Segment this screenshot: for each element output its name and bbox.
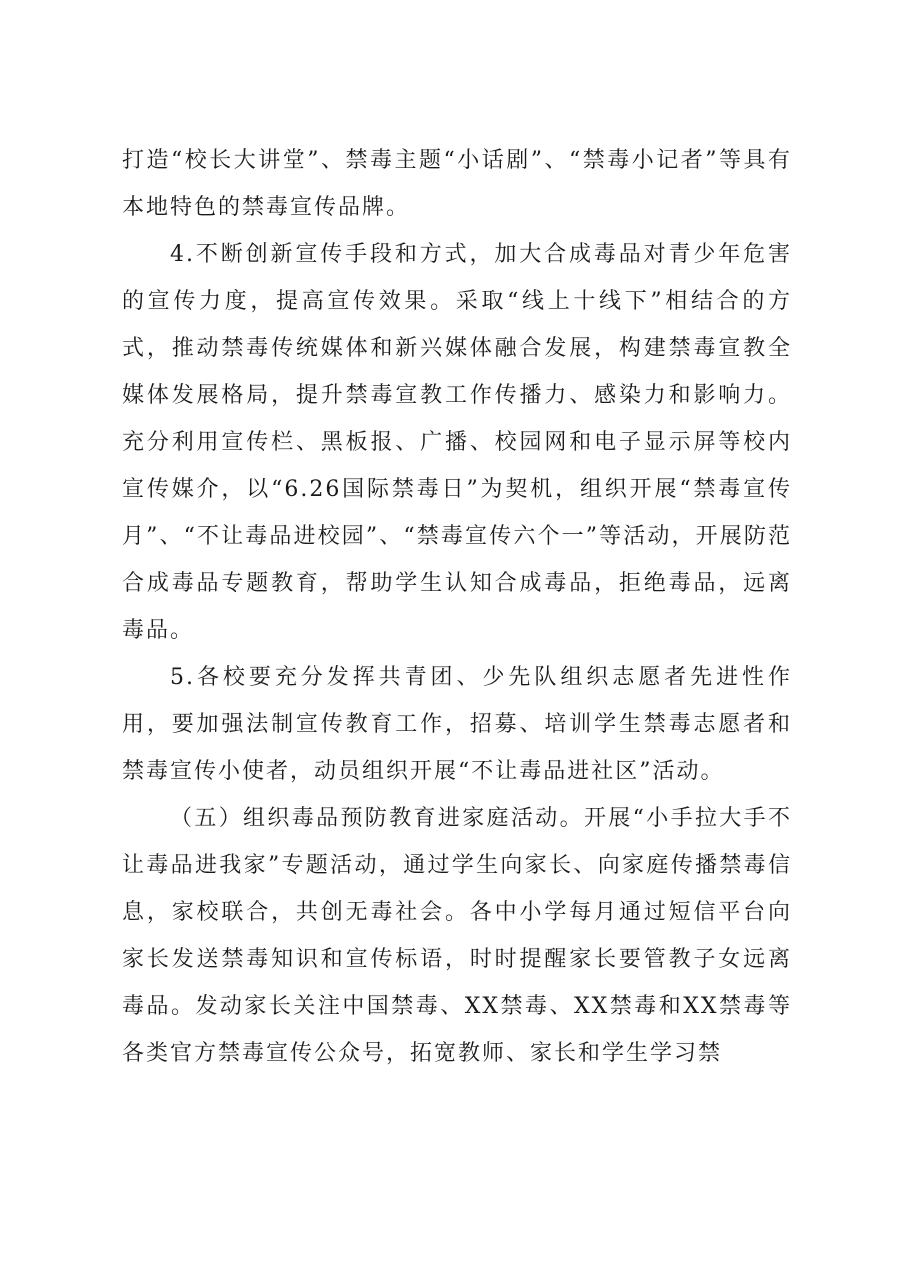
paragraph-continuation: 打造“校长大讲堂”、禁毒主题“小话剧”、“禁毒小记者”等具有本地特色的禁毒宣传品牌。 (122, 148, 792, 220)
paragraph-item-4: 4.不断创新宣传手段和方式，加大合成毒品对青少年危害的宣传力度，提高宣传效果。采取“线上十线下”相结合的方式，推动禁毒传统媒体和新兴媒体融合发展，构建禁毒宣教全媒体发展格局，提升禁毒宣教工作传播力、感染力和影响力。充分利用宣传栏、黑板报、广播、校园网和电子显示屏等校内宣传媒介，以“6.26国际禁毒日”为契机，组织开展“禁毒宣传月”、“不让毒品进校园”、“禁毒宣传六个一”等活动，开展防范合成毒品专题教育，帮助学生认知合成毒品，拒绝毒品，远离毒品。 (122, 242, 792, 643)
paragraph-item-5: 5.各校要充分发挥共青团、少先队组织志愿者先进性作用，要加强法制宣传教育工作，招募、培训学生禁毒志愿者和禁毒宣传小使者，动员组织开展“不让毒品进社区”活动。 (122, 665, 792, 784)
paragraph-section-5: （五）组织毒品预防教育进家庭活动。开展“小手拉大手不让毒品进我家”专题活动，通过学生向家长、向家庭传播禁毒信息，家校联合，共创无毒社会。各中小学每月通过短信平台向家长发送禁毒知识和宣传标语，时时提醒家长要管教子女远离毒品。发动家长关注中国禁毒、XX禁毒、XX禁毒和XX禁毒等各类官方禁毒宣传公众号，拓宽教师、家长和学生学习禁 (122, 806, 792, 1066)
document-body (122, 137, 792, 1077)
